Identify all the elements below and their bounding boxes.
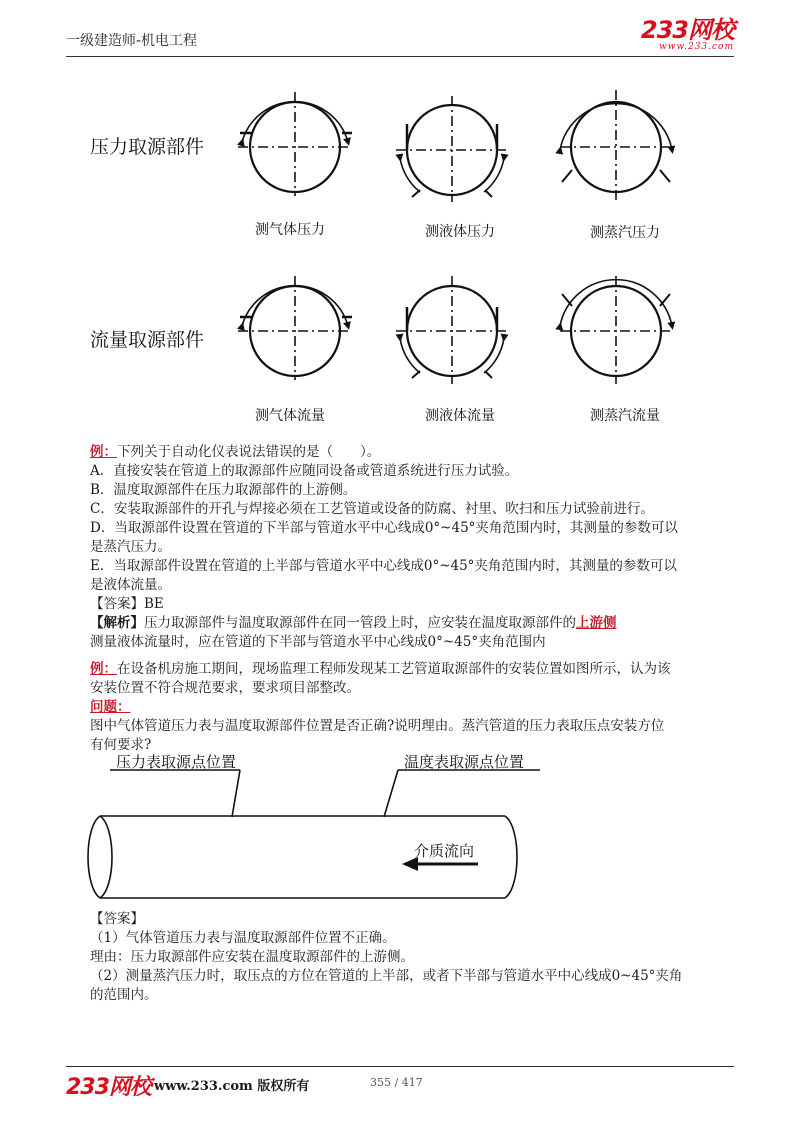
steam-flow-figure bbox=[560, 276, 672, 384]
pressure-point-label: 压力表取源点位置 bbox=[116, 753, 237, 771]
footer-logo[interactable]: 233网校 bbox=[66, 1075, 151, 1100]
footer-divider bbox=[66, 1066, 734, 1067]
example2-question-label bbox=[90, 698, 131, 716]
temp-point-label: 温度表取源点位置 bbox=[404, 753, 525, 771]
example2-question-line2: 有何要求? bbox=[90, 737, 152, 753]
analysis-highlight: 上游侧 bbox=[576, 615, 617, 631]
caption-steam-flow: 测蒸汽流量 bbox=[590, 408, 660, 424]
example1-option-d-cont: 是蒸汽压力。 bbox=[90, 539, 171, 555]
brand-logo-url: www.233.com bbox=[659, 42, 734, 52]
brand-logo-text: 233网校 bbox=[640, 16, 734, 44]
answer2-label: 【答案】 bbox=[90, 911, 144, 927]
example2-text1: 在设备机房施工期间，现场监理工程师发现某工艺管道取源部件的安装位置如图所示，认为该 bbox=[117, 661, 671, 677]
answer2-line3: （2）测量蒸汽压力时，取压点的方位在管道的上半部，或者下半部与管道水平中心线成0~45°夹角 bbox=[90, 968, 683, 984]
flow-source-label: 流量取源部件 bbox=[90, 329, 205, 351]
liquid-pressure-figure bbox=[396, 96, 510, 202]
example1-question-text: 下列关于自动化仪表说法错误的是（ ）。 bbox=[117, 444, 381, 460]
example1-answer: 【答案】BE bbox=[90, 596, 164, 612]
source-component-diagram bbox=[0, 0, 800, 460]
answer2-line4: 的范围内。 bbox=[90, 987, 158, 1003]
liquid-flow-figure bbox=[396, 276, 510, 384]
example1-option-c: C．安装取源部件的开孔与焊接必须在工艺管道或设备的防腐、衬里、吹扫和压力试验前进行。 bbox=[90, 501, 654, 517]
example2-question-line1: 图中气体管道压力表与温度取源部件位置是否正确?说明理由。蒸汽管道的压力表取压点安装方位 bbox=[90, 718, 665, 734]
example1-option-a: A．直接安装在管道上的取源部件应随同设备或管道系统进行压力试验。 bbox=[90, 463, 519, 479]
example1-option-e-cont: 是液体流量。 bbox=[90, 577, 171, 593]
question-label: 问题： bbox=[90, 699, 131, 715]
flow-direction-label: 介质流向 bbox=[414, 842, 475, 860]
analysis-label: 【解析】 bbox=[90, 615, 144, 631]
example2-text-line1 bbox=[90, 660, 671, 678]
caption-steam-pressure: 测蒸汽压力 bbox=[590, 225, 660, 241]
document-header-title: 一级建造师-机电工程 bbox=[66, 33, 198, 49]
caption-gas-pressure: 测气体压力 bbox=[255, 222, 325, 238]
example2-label: 例： bbox=[90, 661, 117, 677]
page-number: 355 / 417 bbox=[370, 1076, 423, 1089]
example1-analysis bbox=[90, 614, 617, 632]
gas-pressure-figure bbox=[238, 92, 352, 196]
analysis-text: 压力取源部件与温度取源部件在同一管段上时，应安装在温度取源部件的 bbox=[144, 615, 576, 631]
example1-option-b: B．温度取源部件在压力取源部件的上游侧。 bbox=[90, 482, 357, 498]
pressure-source-label: 压力取源部件 bbox=[90, 136, 205, 158]
example1-analysis-line2: 测量液体流量时，应在管道的下半部与管道水平中心线成0°~45°夹角范围内 bbox=[90, 634, 546, 650]
example1-option-e: E．当取源部件设置在管道的上半部与管道水平中心线成0°~45°夹角范围内时，其测量的参数可以 bbox=[90, 558, 677, 574]
example1-option-d: D．当取源部件设置在管道的下半部与管道水平中心线成0°~45°夹角范围内时，其测量的参数可以 bbox=[90, 520, 678, 536]
example1-question bbox=[90, 443, 380, 461]
steam-pressure-figure bbox=[560, 90, 672, 200]
example2-text-line2: 安装位置不符合规范要求，要求项目部整改。 bbox=[90, 680, 360, 696]
footer-copyright: www.233.com 版权所有 bbox=[154, 1079, 310, 1094]
answer2-line2: 理由：压力取源部件应安装在温度取源部件的上游侧。 bbox=[90, 949, 414, 965]
caption-liquid-pressure: 测液体压力 bbox=[425, 224, 495, 240]
answer2-line1: （1）气体管道压力表与温度取源部件位置不正确。 bbox=[90, 930, 396, 946]
caption-gas-flow: 测气体流量 bbox=[255, 408, 325, 424]
caption-liquid-flow: 测液体流量 bbox=[425, 408, 495, 424]
example1-label: 例： bbox=[90, 444, 117, 460]
gas-flow-figure bbox=[238, 276, 352, 380]
